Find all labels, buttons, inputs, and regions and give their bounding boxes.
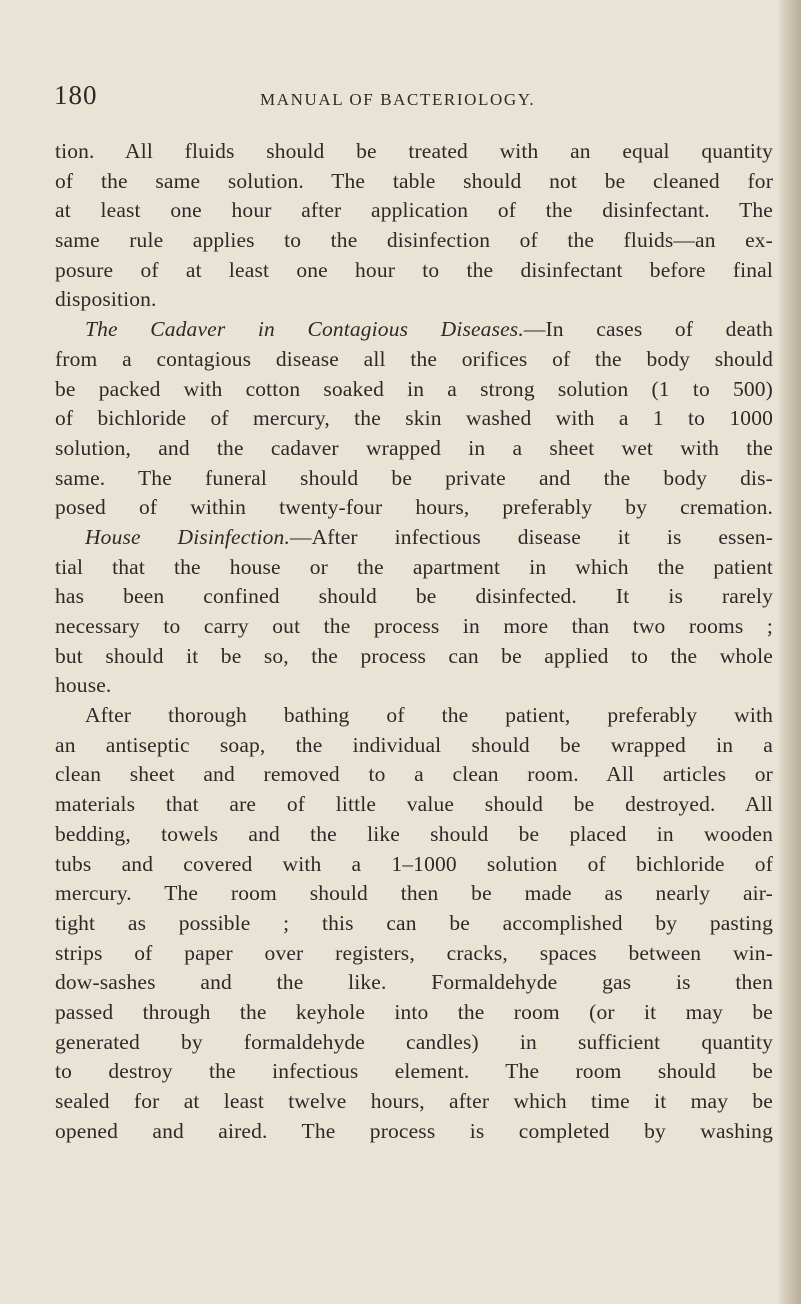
text-line: passed through the keyhole into the room (or it may be	[55, 999, 773, 1024]
text-line: After thorough bathing of the patient, preferably with	[85, 703, 773, 728]
text-line: has been confined should be disinfected. It is rarely	[55, 584, 773, 609]
text-line: materials that are of little value should be destroyed. All	[55, 792, 773, 817]
text-line: necessary to carry out the process in more than two rooms ;	[55, 614, 773, 638]
text-line: same rule applies to the disinfection of the fluids—an ex-	[55, 228, 773, 253]
cadaver-text: —In cases of death	[523, 317, 773, 342]
text-line: posed of within twenty-four hours, preferably by cremation.	[55, 495, 773, 520]
paragraph-house-first-line	[55, 523, 773, 553]
text-line: opened and aired. The process is completed by washing	[55, 1118, 773, 1143]
text-line: strips of paper over registers, cracks, spaces between win-	[55, 940, 773, 965]
text-line: posure of at least one hour to the disinfectant before final	[55, 257, 773, 282]
text-line: of the same solution. The table should not be cleaned for	[55, 168, 773, 193]
running-head: MANUAL OF BACTERIOLOGY.	[260, 90, 536, 109]
text-line: but should it be so, the process can be applied to the whole	[55, 643, 773, 668]
text-line: tion. All fluids should be treated with an equal quantity	[55, 139, 773, 163]
page-number: 180	[54, 80, 98, 110]
text-line: clean sheet and removed to a clean room. All articles or	[55, 762, 773, 787]
house-heading: House Disinfection.	[85, 524, 290, 549]
text-line: same. The funeral should be private and the body dis-	[55, 465, 773, 490]
house-text: —After infectious disease it is essen-	[289, 524, 773, 549]
page-edge-shadow	[779, 0, 801, 1304]
text-line: to destroy the infectious element. The room should be	[55, 1059, 773, 1084]
cadaver-heading: The Cadaver in Contagious Diseases.	[85, 317, 524, 342]
text-line: tubs and covered with a 1–1000 solution of bichloride of	[55, 851, 773, 876]
text-line: from a contagious disease all the orifices of the body should	[55, 346, 773, 371]
text-line: be packed with cotton soaked in a strong solution (1 to 500)	[55, 376, 773, 401]
text-line: an antiseptic soap, the individual should be wrapped in a	[55, 732, 773, 757]
body-text	[55, 137, 773, 1146]
text-line: generated by formaldehyde candles) in sufficient quantity	[55, 1029, 773, 1054]
text-line: of bichloride of mercury, the skin washed with a 1 to 1000	[55, 406, 773, 431]
text-line: bedding, towels and the like should be placed in wooden	[55, 821, 773, 846]
text-line: disposition.	[55, 287, 157, 312]
text-line: tight as possible ; this can be accomplished by pasting	[55, 910, 773, 935]
text-line: at least one hour after application of the disinfectant. The	[55, 198, 773, 223]
text-line: solution, and the cadaver wrapped in a sheet wet with the	[55, 435, 773, 460]
text-line: house.	[55, 673, 112, 698]
text-line: dow-sashes and the like. Formaldehyde gas is then	[55, 970, 773, 995]
paragraph-cadaver-first-line	[55, 315, 773, 345]
page-header	[0, 80, 801, 120]
text-line: sealed for at least twelve hours, after which time it may be	[55, 1089, 773, 1113]
text-line: mercury. The room should then be made as nearly air-	[55, 881, 773, 906]
text-line: tial that the house or the apartment in which the patient	[55, 554, 773, 579]
